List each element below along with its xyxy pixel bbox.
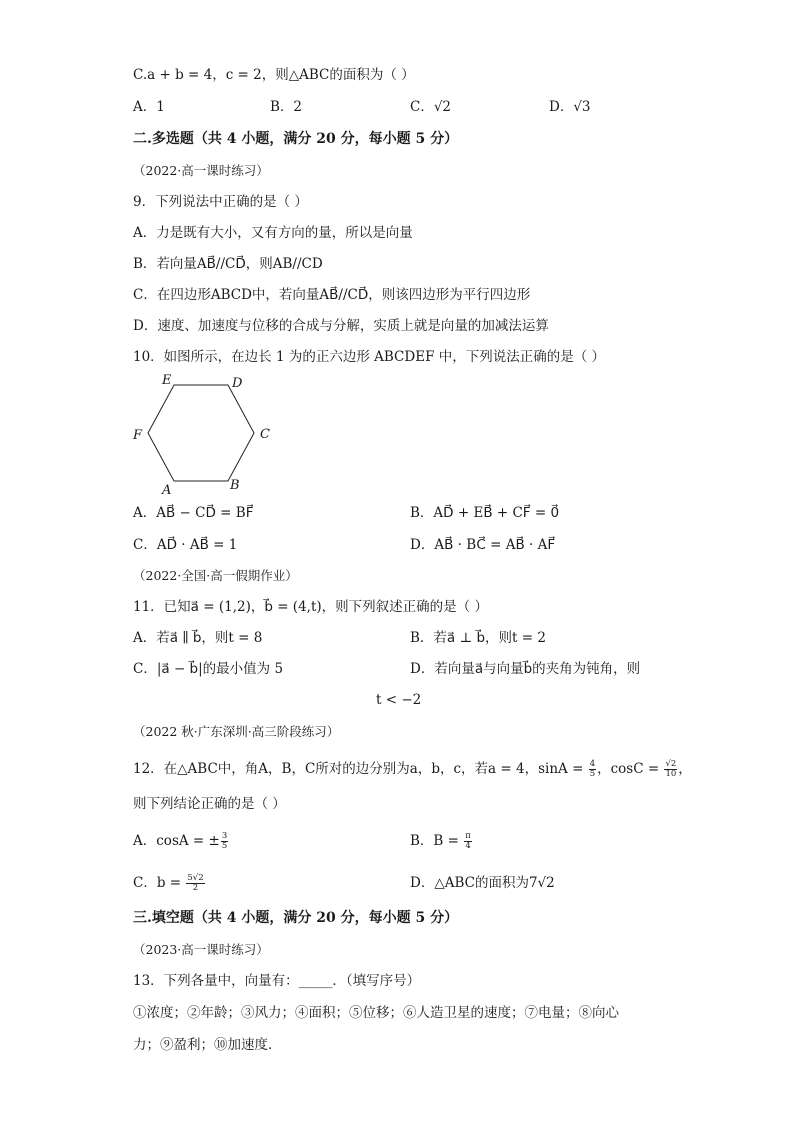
hexagon-label-d: D (232, 376, 243, 391)
q11-option-b: B．若a⃗ ⊥ b⃗，则t = 2 (410, 630, 546, 646)
q8-option-c: C．√2 (410, 99, 452, 115)
q11-source: （2022·全国·高一假期作业） (133, 568, 298, 583)
q9-option-b: B．若向量AB⃗//CD⃗，则AB//CD (133, 256, 323, 272)
q12-stem-text: 12．在△ABC中，角A，B，C所对的边分别为a，b，c，若a = 4，sinA = (133, 761, 588, 777)
q10-stem: 10．如图所示，在边长 1 为的正六边形 ABCDEF 中，下列说法正确的是（ ） (133, 349, 606, 365)
q12-option-c: C．b = $\frac{5√2}{2}$ (133, 873, 204, 893)
hexagon-label-e: E (162, 373, 172, 388)
q13-source: （2023·高一课时练习） (133, 942, 269, 957)
q10-option-d: D．AB⃗ · BC⃗ = AB⃗ · AF⃗ (410, 537, 556, 553)
q10-option-c: C．AD⃗ · AB⃗ = 1 (133, 537, 238, 553)
q9-source: （2022·高一课时练习） (133, 163, 269, 178)
cos-fraction: $\frac{√2}{10}$ (665, 759, 677, 779)
q11-option-c: C．|a⃗ − b⃗|的最小值为 5 (133, 661, 284, 677)
section-title-fill-in: 三.填空题（共 4 小题，满分 20 分，每小题 5 分） (133, 910, 459, 926)
q12-option-a: A．cosA = ± $\frac{3}{5}$ (133, 831, 228, 851)
q10-option-b: B．AD⃗ + EB⃗ + CF⃗ = 0⃗ (410, 505, 560, 521)
q8-condition: C.a + b = 4，c = 2，则△ABC的面积为（ ） (133, 67, 415, 83)
hexagon-label-b: B (230, 478, 240, 493)
q12-stem-line2: 则下列结论正确的是（ ） (133, 796, 286, 812)
q9-stem: 9．下列说法中正确的是（ ） (133, 194, 308, 210)
q11-option-d-continued: t < −2 (376, 692, 422, 708)
hexagon-label-f: F (133, 428, 143, 443)
q9-option-d: D．速度、加速度与位移的合成与分解，实质上就是向量的加减法运算 (133, 318, 549, 334)
q12-option-d: D．△ABC的面积为7√2 (410, 875, 555, 891)
q11-stem: 11．已知a⃗ = (1,2)，b⃗ = (4,t)，则下列叙述正确的是（ ） (133, 599, 488, 615)
q11-option-d: D．若向量a⃗与向量b⃗的夹角为钝角，则 (410, 661, 641, 677)
hexagon-label-c: C (260, 427, 270, 442)
q9-option-c: C．在四边形ABCD中，若向量AB⃗//CD⃗，则该四边形为平行四边形 (133, 287, 531, 303)
hexagon-figure (128, 370, 278, 496)
section-title-multiple-choice: 二.多选题（共 4 小题，满分 20 分，每小题 5 分） (133, 131, 459, 147)
q9-option-a: A．力是既有大小，又有方向的量，所以是向量 (133, 225, 413, 241)
sin-fraction: $\frac{4}{5}$ (589, 759, 596, 779)
q10-option-a: A．AB⃗ − CD⃗ = BF⃗ (133, 505, 254, 521)
q8-option-b: B．2 (270, 99, 303, 115)
hexagon-label-a: A (162, 483, 172, 496)
q12-b-fraction: $\frac{\pi}{4}$ (465, 831, 471, 851)
q12-a-fraction: $\frac{3}{5}$ (221, 831, 228, 851)
hexagon-shape (148, 385, 254, 481)
q13-items-line2: 力；⑨盈利；⑩加速度． (133, 1037, 282, 1053)
q13-items-line1: ①浓度；②年龄；③风力；④面积；⑤位移；⑥人造卫星的速度；⑦电量；⑧向心 (133, 1005, 619, 1021)
q8-option-a: A．1 (133, 99, 165, 115)
q12-c-fraction: $\frac{5√2}{2}$ (187, 873, 204, 893)
q12-stem: 12．在△ABC中，角A，B，C所对的边分别为a，b，c，若a = 4，sinA = $\frac{4}{5}$ ，cosC = $\frac{√2}{10}$ ， (133, 759, 692, 779)
q11-option-a: A．若a⃗ ∥ b⃗，则t = 8 (133, 630, 263, 646)
q8-option-d: D．√3 (549, 99, 591, 115)
q12-source: （2022 秋·广东深圳·高三阶段练习） (133, 724, 340, 739)
q12-option-b: B．B = $\frac{\pi}{4}$ (410, 831, 471, 851)
q13-stem: 13．下列各量中，向量有：_____．（填写序号） (133, 973, 421, 989)
